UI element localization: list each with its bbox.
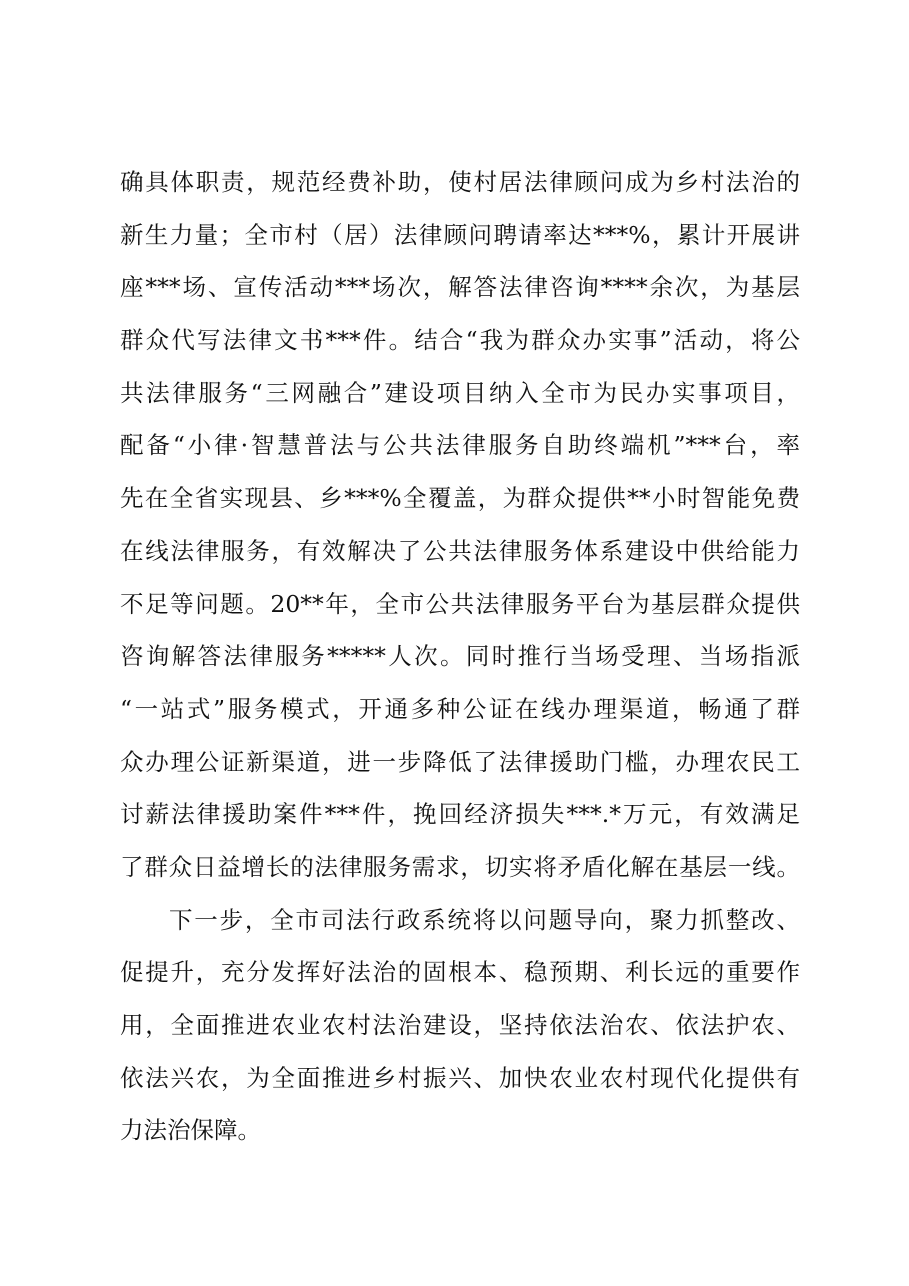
paragraph-line: 促提升，充分发挥好法治的固根本、稳预期、利长远的重要作	[120, 958, 800, 987]
paragraph-line: 新生力量；全市村（居）法律顾问聘请率达***%，累计开展讲	[120, 220, 800, 249]
document-body	[120, 156, 800, 1157]
paragraph-line: 了群众日益增长的法律服务需求，切实将矛盾化解在基层一线。	[120, 852, 800, 881]
paragraph-line: 座***场、宣传活动***场次，解答法律咨询****余次，为基层	[120, 273, 800, 302]
paragraph-first-line: 下一步，全市司法行政系统将以问题导向，聚力抓整改、	[169, 905, 800, 934]
paragraph-line: “一站式”服务模式，开通多种公证在线办理渠道，畅通了群	[120, 694, 800, 723]
paragraph-line: 确具体职责，规范经费补助，使村居法律顾问成为乡村法治的	[120, 168, 800, 196]
paragraph-next-steps	[120, 894, 800, 1157]
paragraph-line: 在线法律服务，有效解决了公共法律服务体系建设中供给能力	[120, 536, 800, 565]
paragraph-line: 不足等问题。20**年，全市公共法律服务平台为基层群众提供	[120, 589, 800, 618]
paragraph-line: 群众代写法律文书***件。结合“我为群众办实事”活动，将公	[120, 326, 800, 355]
paragraph-public-legal-services	[120, 156, 800, 894]
paragraph-line: 用，全面推进农业农村法治建设，坚持依法治农、依法护农、	[120, 1011, 800, 1039]
paragraph-last-line: 力法治保障。	[120, 1116, 261, 1145]
paragraph-line: 依法兴农，为全面推进乡村振兴、加快农业农村现代化提供有	[120, 1063, 800, 1092]
paragraph-line: 共法律服务“三网融合”建设项目纳入全市为民办实事项目，	[120, 378, 800, 407]
paragraph-line: 先在全省实现县、乡***%全覆盖，为群众提供**小时智能免费	[120, 484, 800, 513]
paragraph-line: 咨询解答法律服务*****人次。同时推行当场受理、当场指派	[120, 642, 800, 671]
paragraph-line: 众办理公证新渠道，进一步降低了法律援助门槛，办理农民工	[120, 747, 800, 776]
paragraph-line: 讨薪法律援助案件***件，挽回经济损失***.*万元，有效满足	[120, 800, 800, 829]
paragraph-line: 配备“小律·智慧普法与公共法律服务自助终端机”***台，率	[120, 431, 800, 460]
